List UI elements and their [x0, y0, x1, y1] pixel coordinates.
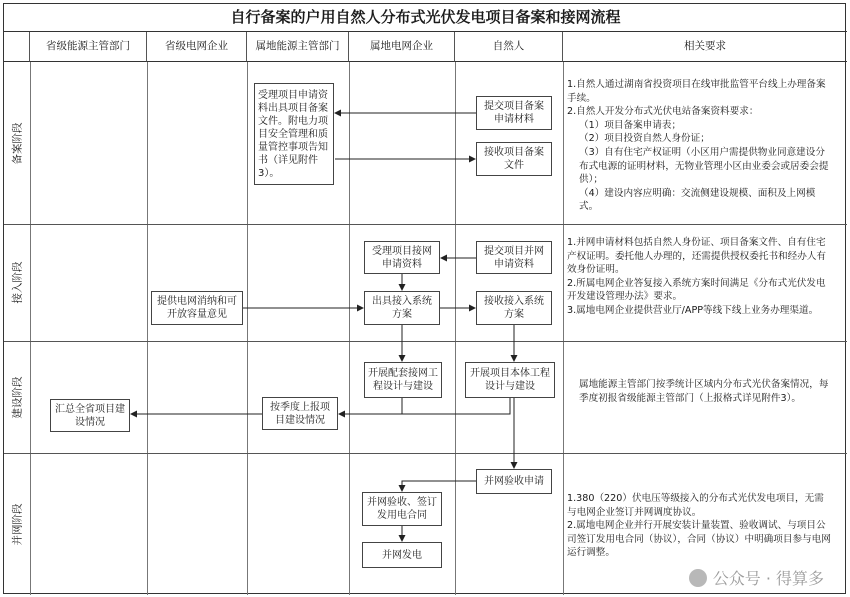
box-receive-access-scheme: 接收接入系统方案 — [476, 291, 552, 325]
arrow-grid-construction-to-report — [339, 398, 402, 414]
box-submit-grid-application: 提交项目并网申请资料 — [476, 241, 552, 274]
box-submit-filing-application: 提交项目备案申请材料 — [476, 96, 552, 130]
arrow-construction-to-report — [402, 398, 510, 414]
box-acceptance-and-contract: 并网验收、签订发用电合同 — [362, 492, 442, 526]
column-header-local-grid: 属地电网企业 — [349, 32, 455, 62]
stage-label-construction: 建设阶段 — [11, 376, 24, 418]
stage-label-filing: 备案阶段 — [11, 122, 24, 164]
watermark — [689, 566, 824, 589]
column-header-provincial-grid: 省级电网企业 — [147, 32, 247, 62]
box-accept-filing-issue-document: 受理项目申请资料出具项目备案文件。附电力项目安全管理和质量管控事项告知书（详见附件3）。 — [254, 83, 334, 185]
column-header-natural-person: 自然人 — [455, 32, 563, 62]
box-grid-capacity-opinion: 提供电网消纳和可开放容量意见 — [151, 291, 243, 325]
column-header-requirements: 相关要求 — [563, 32, 847, 62]
wechat-icon — [689, 569, 707, 587]
box-summarize-provincial-construction: 汇总全省项目建设情况 — [50, 399, 130, 432]
stage-label-access: 接入阶段 — [11, 261, 24, 304]
stage-label-grid-connection: 并网阶段 — [11, 503, 24, 545]
box-receive-filing-document: 接收项目备案文件 — [476, 142, 552, 176]
requirements-filing: 1.自然人通过湖南省投资项目在线审批监管平台线上办理备案手续。 2.自然人开发分布式光伏电站备案资料要求： （1）项目备案申请表； （2）项目投资自然人身份证； （3）自有住宅产权证明（小区用户需提供物业同意建设分布式电源的证明材料，无物业管理小区由业委会或居委会提供）； （4）建设内容应明确：交流侧建设规模、面积及上网模式。 — [567, 79, 829, 213]
column-header-local-energy: 属地能源主管部门 — [247, 32, 349, 62]
box-quarterly-report: 按季度上报项目建设情况 — [262, 397, 338, 430]
arrow-application-to-acceptance — [402, 481, 476, 491]
box-supporting-grid-construction: 开展配套接网工程设计与建设 — [364, 362, 442, 398]
flowchart-frame — [3, 3, 846, 594]
box-grid-power-generation: 并网发电 — [362, 542, 442, 568]
watermark-text: 公众号 · 得算多 — [712, 569, 824, 588]
box-accept-grid-application: 受理项目接网申请资料 — [364, 241, 440, 274]
chart-title: 自行备案的户用自然人分布式光伏发电项目备案和接网流程 — [4, 4, 847, 32]
requirements-construction: 属地能源主管部门按季统计区域内分布式光伏备案情况，每季度初报省级能源主管部门（上报格式详见附件3）。 — [579, 379, 829, 404]
box-issue-access-scheme: 出具接入系统方案 — [364, 291, 440, 325]
requirements-grid-connection: 1.380（220）伏电压等级接入的分布式光伏发电项目，无需与电网企业签订并网调度协议。 2.属地电网企业并行开展安装计量装置、验收调试、与项目公司签订发用电合同（协议），合同（协议）中明确项目参与电网运行调整。 — [567, 493, 831, 559]
box-project-construction: 开展项目本体工程设计与建设 — [465, 362, 555, 398]
box-grid-acceptance-application: 并网验收申请 — [476, 469, 552, 494]
column-header-provincial-energy: 省级能源主管部门 — [30, 32, 147, 62]
requirements-access: 1.并网申请材料包括自然人身份证、项目备案文件、自有住宅产权证明。委托他人办理的，还需提供授权委托书和经办人有效身份证明。 2.所属电网企业答复接入系统方案时间满足《分布式光伏发电开发建设管理办法》要求。 3.属地电网企业提供营业厅/APP等线下线上业务办理渠道。 — [567, 237, 827, 316]
